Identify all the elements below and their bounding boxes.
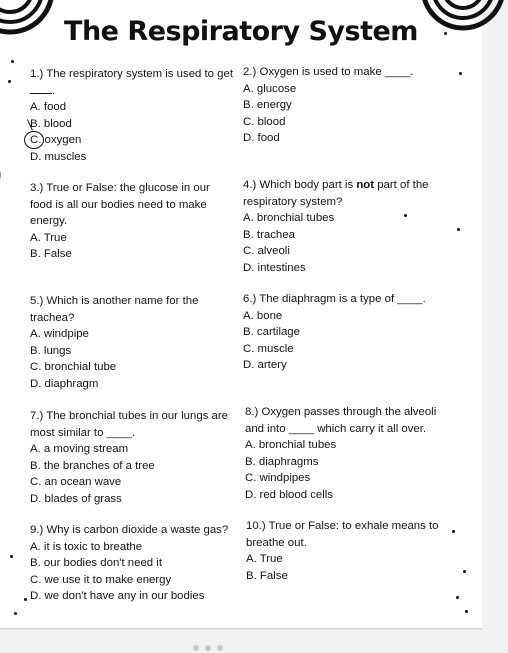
option-d[interactable]: D. muscles — [30, 150, 87, 163]
option-a[interactable]: A. bronchial tubes — [243, 212, 335, 224]
option-b[interactable]: B. False — [30, 248, 72, 260]
option-a[interactable]: A. a moving stream — [30, 443, 129, 455]
question-stem-line: breathe out. — [246, 536, 307, 549]
page-title: The Respiratory System — [64, 16, 418, 47]
dot-decoration — [465, 610, 468, 613]
option-a[interactable]: A. it is toxic to breathe — [30, 540, 143, 553]
option-d[interactable]: D. red blood cells — [245, 488, 334, 501]
question-stem: 8.) Oxygen passes through the alveoli — [245, 406, 437, 418]
dot-decoration — [14, 612, 17, 615]
question-6 — [243, 291, 458, 374]
option-c[interactable]: C. bronchial tube — [30, 361, 117, 373]
question-stem: 1.) The respiratory system is used to get — [30, 68, 234, 80]
question-stem-line: respiratory system? — [243, 195, 343, 208]
series-header — [0, 0, 482, 1]
option-a[interactable]: A. food — [30, 101, 67, 113]
option-b[interactable]: B. the branches of a tree — [30, 459, 155, 472]
option-b[interactable]: B. lungs — [30, 344, 72, 357]
question-stem-line: food is all our bodies need to make — [30, 198, 207, 211]
viewer-footer — [0, 629, 482, 653]
dot-decoration — [463, 570, 466, 573]
dot-decoration — [8, 80, 11, 83]
option-a[interactable]: A. windpipe — [30, 328, 89, 340]
option-c[interactable]: C. an ocean wave — [30, 476, 122, 488]
question-2 — [243, 64, 458, 147]
dot-decoration — [11, 60, 14, 63]
option-d[interactable]: D. diaphragm — [30, 377, 99, 390]
option-c[interactable]: C. alveoli — [243, 245, 290, 257]
option-a[interactable]: A. bone — [243, 309, 283, 322]
question-stem: 4.) Which body part is not part of the — [243, 179, 429, 191]
question-stem-line: most similar to ____. — [30, 426, 136, 439]
option-c[interactable]: C. we use it to make energy — [30, 573, 172, 586]
dot-decoration — [10, 555, 13, 558]
option-b[interactable]: B. False — [246, 569, 288, 582]
question-stem: 9.) Why is carbon dioxide a waste gas? — [30, 524, 229, 536]
question-stem: 5.) Which is another name for the — [30, 295, 199, 307]
question-stem: 3.) True or False: the glucose in our — [30, 182, 210, 194]
option-b[interactable]: B. diaphragms — [245, 455, 319, 468]
question-4 — [243, 177, 458, 276]
option-d[interactable]: D. we don't have any in our bodies — [30, 590, 205, 602]
answer-blank: . — [30, 83, 240, 100]
option-c[interactable]: C. blood — [243, 115, 286, 128]
option-d[interactable]: D. food — [243, 132, 280, 144]
question-7 — [30, 408, 240, 507]
option-b[interactable]: B. cartilage — [243, 326, 300, 338]
option-a[interactable]: A. bronchial tubes — [245, 439, 337, 451]
page-indicator[interactable] — [193, 645, 233, 651]
swirl-decoration-left-edge — [0, 160, 6, 190]
option-b[interactable]: B. trachea — [243, 228, 295, 241]
dot-decoration — [459, 72, 462, 75]
question-stem-line: trachea? — [30, 311, 75, 324]
option-d[interactable]: D. artery — [243, 359, 287, 371]
circled-answer-mark — [24, 131, 44, 149]
question-1 — [30, 66, 240, 165]
dot-decoration — [24, 598, 27, 601]
option-c[interactable]: C. muscle — [243, 342, 294, 355]
question-9 — [30, 522, 245, 605]
option-a[interactable]: A. True — [30, 231, 67, 244]
question-5 — [30, 293, 240, 392]
page-dot[interactable] — [193, 645, 199, 651]
question-stem-line: and into ____ which carry it all over. — [245, 422, 427, 435]
question-stem: 6.) The diaphragm is a type of ____. — [243, 293, 426, 305]
question-stem-line: energy. — [30, 215, 68, 227]
option-d[interactable]: D. blades of grass — [30, 492, 122, 505]
question-stem: 7.) The bronchial tubes in our lungs are — [30, 410, 228, 422]
option-b[interactable]: B. our bodies don't need it — [30, 557, 162, 569]
option-b[interactable]: B. energy — [243, 99, 292, 111]
question-10 — [246, 518, 458, 584]
option-c[interactable]: C. windpipes — [245, 472, 311, 484]
option-c[interactable]: C. oxygen — [30, 132, 240, 149]
dot-decoration — [456, 596, 459, 599]
question-8 — [245, 404, 460, 503]
question-3 — [30, 180, 240, 263]
option-a[interactable]: A. True — [246, 553, 283, 565]
question-stem: 10.) True or False: to exhale means to — [246, 520, 439, 532]
question-stem: 2.) Oxygen is used to make ____. — [243, 66, 414, 78]
page-dot[interactable] — [205, 645, 211, 651]
page-dot[interactable] — [217, 645, 223, 651]
option-b[interactable]: B. blood — [30, 116, 240, 133]
option-d[interactable]: D. intestines — [243, 261, 306, 274]
option-a[interactable]: A. glucose — [243, 82, 297, 95]
